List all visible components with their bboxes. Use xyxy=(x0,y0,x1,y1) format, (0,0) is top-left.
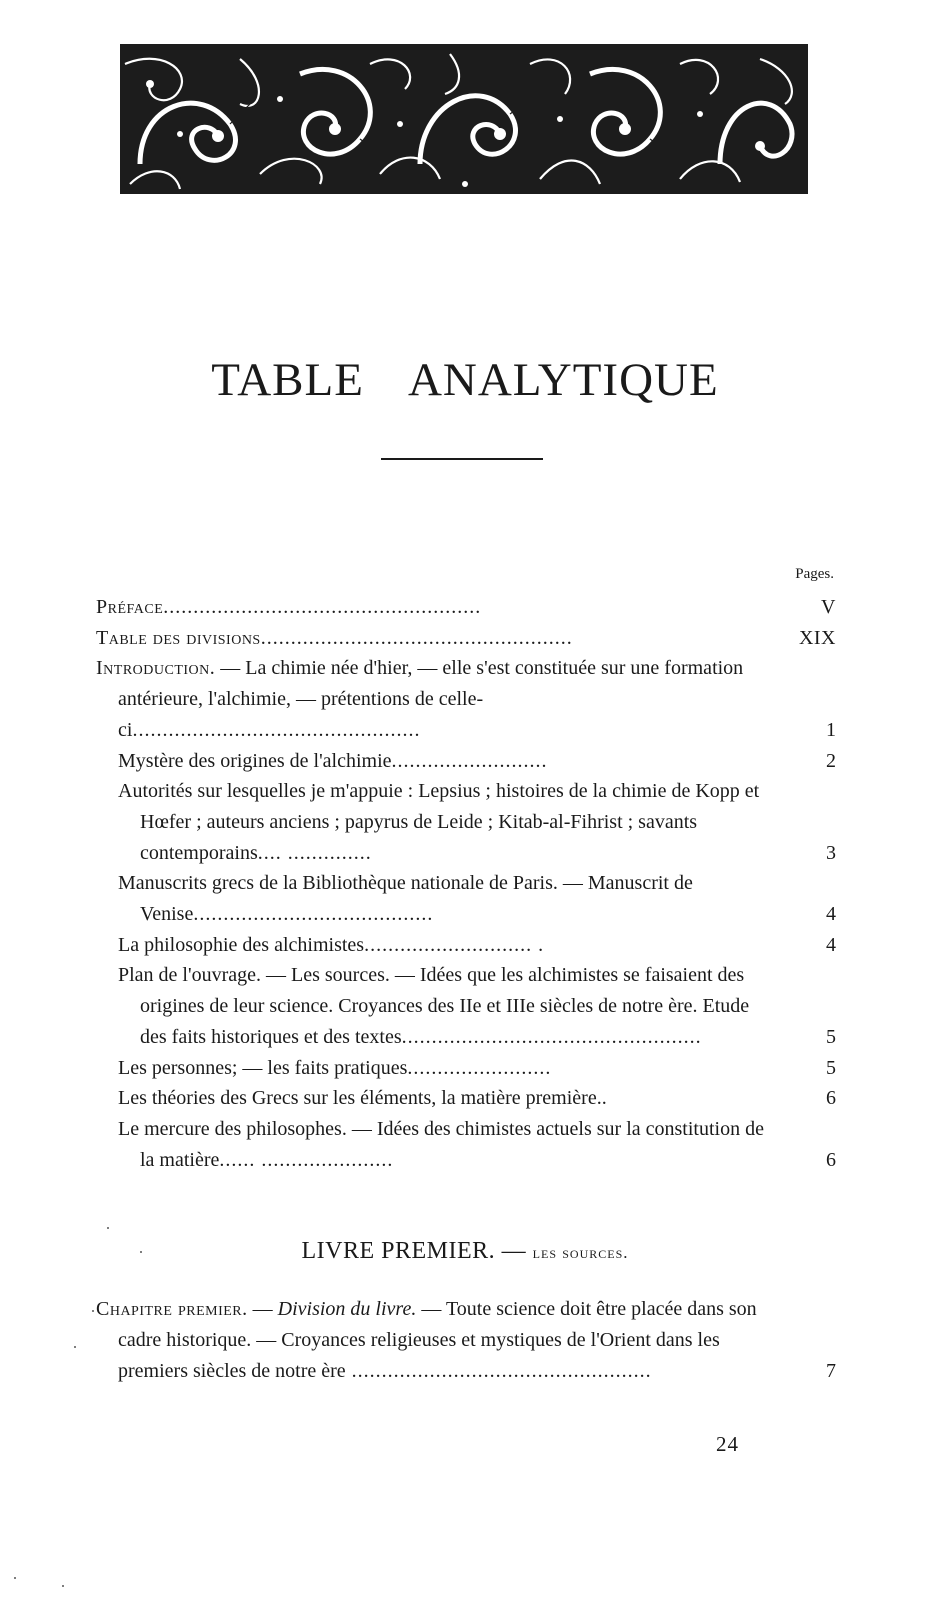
floral-scroll-ornament-icon xyxy=(120,44,808,194)
toc-entry-text: Les personnes; — les faits pratiques xyxy=(118,1056,408,1079)
toc-entry-lead: Introduction. xyxy=(96,657,216,680)
toc-entry-mercure xyxy=(96,1114,836,1175)
scan-speck xyxy=(14,1577,16,1579)
pages-column-label: Pages. xyxy=(795,566,834,582)
page-number: 4 xyxy=(826,903,836,926)
leader-dots: ............................ . xyxy=(364,933,545,956)
leader-dots: .................................................. xyxy=(345,1359,652,1382)
title-rule-divider xyxy=(381,458,543,460)
book-subtitle: les sources. xyxy=(532,1243,629,1262)
title-word-table: TABLE xyxy=(211,354,364,407)
scan-speck xyxy=(92,1310,94,1312)
title-word-analytique: ANALYTIQUE xyxy=(407,354,719,407)
toc-entry-introduction xyxy=(96,653,836,745)
leader-dots: ........................ xyxy=(407,1056,552,1079)
toc-entry-plan xyxy=(96,960,836,1052)
leader-dots: .......................... xyxy=(391,749,548,772)
folio-number: 24 xyxy=(716,1432,739,1456)
book-dash: — xyxy=(495,1238,533,1264)
leader-dots: ................................................ xyxy=(132,718,421,741)
chapter-dash: — xyxy=(247,1298,278,1320)
page-number: 5 xyxy=(826,1056,836,1079)
toc-entry-chapitre-premier xyxy=(96,1294,836,1386)
chapter-text: — Toute science doit être placée dans son cadre historique. — Croyances religieuses et mystiques de l'Orient dans les premiers siècles de notre ère xyxy=(118,1298,757,1382)
leader-dots: .................................................... xyxy=(260,626,573,649)
toc-entry-philosophie xyxy=(96,930,836,961)
toc-entry-text: Le mercure des philosophes. — Idées des chimistes actuels sur la constitution de la matière xyxy=(118,1117,764,1171)
page-number: XIX xyxy=(798,626,836,649)
toc-entry-table-des-divisions xyxy=(96,623,836,654)
scan-speck xyxy=(107,1227,109,1229)
toc-entry-text: Plan de l'ouvrage. — Les sources. — Idées que les alchimistes se faisaient des origines de leur science. Croyances des IIe et IIIe siècles de notre ère. Etude des faits historiques et des textes xyxy=(118,964,750,1048)
scan-speck xyxy=(140,1251,142,1253)
chapter-title: Division du livre. xyxy=(277,1298,417,1320)
leader-dots: .................................................. xyxy=(401,1025,702,1048)
toc-entry-lead: Préface xyxy=(96,596,164,618)
toc-entry-lead: Table des divisions xyxy=(96,626,261,649)
leader-dots: ..................................................... xyxy=(163,596,482,618)
toc-entry-mystere xyxy=(96,746,836,777)
toc-entry-autorites xyxy=(96,776,836,868)
page-number: 3 xyxy=(826,841,836,864)
toc-entry-text: — La chimie née d'hier, — elle s'est constituée sur une formation antérieure, l'alchimie, — prétentions de celle-ci xyxy=(118,657,744,741)
toc-entry-text: Mystère des origines de l'alchimie xyxy=(118,749,392,772)
scan-speck xyxy=(74,1346,76,1348)
chapter-lead: Chapitre premier. xyxy=(96,1298,248,1320)
page-number: V xyxy=(821,596,836,618)
chapter-contents xyxy=(96,1294,836,1386)
toc-entry-text: Manuscrits grecs de la Bibliothèque nationale de Paris. — Manuscrit de Venise xyxy=(118,872,693,926)
leader-dots: ........................................ xyxy=(193,903,434,926)
page-number: 2 xyxy=(826,749,836,772)
page-number: 7 xyxy=(826,1359,836,1382)
book-title: LIVRE PREMIER. xyxy=(301,1238,496,1264)
leader-dots: ...... ...................... xyxy=(219,1148,394,1171)
toc-entry-manuscrits xyxy=(96,868,836,929)
page-number: 6 xyxy=(826,1148,836,1171)
toc-entry-text: La philosophie des alchimistes xyxy=(118,933,365,956)
toc-entry-preface xyxy=(96,592,836,623)
table-of-contents xyxy=(96,592,836,1175)
toc-entry-theories xyxy=(96,1083,836,1114)
page-number: 4 xyxy=(826,933,836,956)
toc-entry-text: Les théories des Grecs sur les éléments, la matière première.. xyxy=(118,1087,607,1110)
page-title xyxy=(0,353,930,407)
leader-dots: .... .............. xyxy=(257,841,372,864)
page-number: 1 xyxy=(826,718,836,741)
page-number: 6 xyxy=(826,1087,836,1110)
toc-entry-personnes xyxy=(96,1053,836,1084)
scan-speck xyxy=(62,1585,64,1587)
toc-entry-text: Autorités sur lesquelles je m'appuie : Lepsius ; histoires de la chimie de Kopp et Hœfer ; auteurs anciens ; papyrus de Leide ; Kitab-al-Fihrist ; savants contemporains xyxy=(118,780,760,864)
page-number: 5 xyxy=(826,1025,836,1048)
